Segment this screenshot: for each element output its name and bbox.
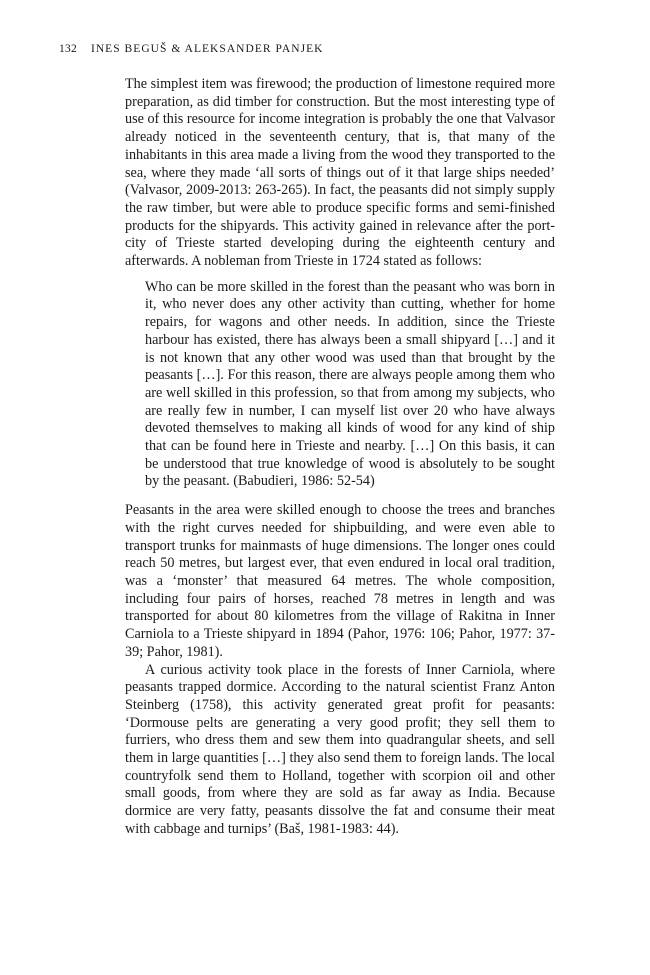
body-text <box>125 76 555 839</box>
paragraph-firewood: The simplest item was firewood; the production of limestone required more preparation, as did timber for construction. But the most interesting type of use of this resource for income integration is probably the one that Valvasor already noticed in the seventeenth century, that is, that many of the inhabitants in this area made a living from the wood they transported to the sea, where they made ‘all sorts of things out of it that large ships needed’ (Valvasor, 2009-2013: 263-265). In fact, the peasants did not simply supply the raw timber, but were able to produce specific forms and semi-finished products for the shipyards. This activity gained in relevance after the port-city of Trieste started developing during the eighteenth century and afterwards. A nobleman from Trieste in 1724 stated as follows: <box>125 76 555 270</box>
page-number: 132 <box>59 43 77 55</box>
running-head <box>59 41 539 57</box>
paragraph-shipbuilding: Peasants in the area were skilled enough to choose the trees and branches with the right curves needed for shipbuilding, and were even able to transport trunks for mainmasts of huge dimensions. The longer ones could reach 50 metres, but largest ever, that even endured in local oral tradition, was a ‘monster’ that measured 64 metres. The whole composition, including four pairs of horses, reached 78 metres in length and was transported for about 80 kilometres from the village of Rakitna in Inner Carniola to a Trieste shipyard in 1894 (Pahor, 1976: 106; Pahor, 1977: 37-39; Pahor, 1981). <box>125 502 555 660</box>
block-quote <box>145 279 555 491</box>
block-quote-text: Who can be more skilled in the forest than the peasant who was born in it, who never does any other activity than cutting, whether for home repairs, for wagons and other needs. In addition, since the Trieste harbour has existed, there has always been a small shipyard […] and it is not known that any other wood was used than that brought by the peasants […]. For this reason, there are always people among them who are well skilled in this profession, so that from among my subjects, who are really few in number, I can myself list over 20 who have always devoted themselves to making all kinds of wood for any kind of ship that can be found here in Trieste and nearby. […] On this basis, it can be understood that true knowledge of wood is absolutely to be sought by the peasant. (Babudieri, 1986: 52-54) <box>145 278 555 490</box>
running-head-authors: INES BEGUŠ & ALEKSANDER PANJEK <box>90 43 324 55</box>
paragraph-dormice: A curious activity took place in the forests of Inner Carniola, where peasants trapped dormice. According to the natural scientist Franz Anton Steinberg (1758), this activity generated great profit for peasants: ‘Dormouse pelts are generating a very good profit; they sell them to furriers, who dress them and sew them into quadrangular sheets, and sell them in large quantities […] they also send them to foreign lands. The local countryfolk send them to Holland, together with scorpion oil and other small goods, from where they are sold as far away as India. Because dormice are very fatty, peasants dissolve the fat and consume their meat with cabbage and turnips’ (Baš, 1981-1983: 44). <box>125 661 555 837</box>
